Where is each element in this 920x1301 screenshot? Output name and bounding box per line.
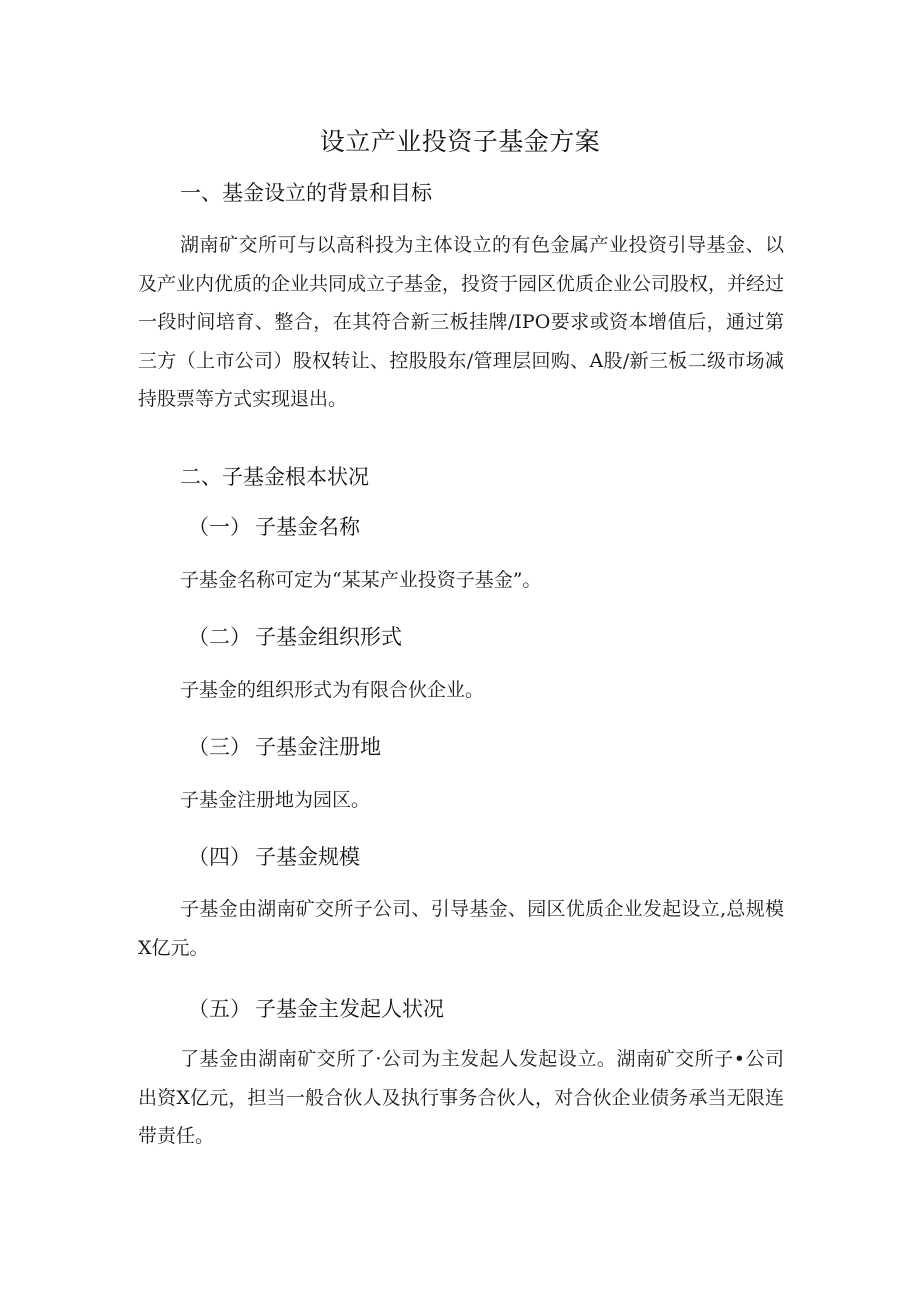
section-1-heading: 一、基金设立的背景和目标 xyxy=(180,181,432,205)
subsection-5-text: 了基金由湖南矿交所了·公司为主发起人发起设立。湖南矿交所子•公司出资X亿元，担当一般合伙人及执行事务合伙人，对合伙企业债务承当无限连带责任。 xyxy=(138,1048,784,1147)
subsection-5-heading xyxy=(188,992,444,1026)
subsection-2-title: 子基金组织形式 xyxy=(255,625,402,649)
subsection-2-heading xyxy=(188,620,402,654)
subsection-1-text: 子基金名称可定为“某某产业投资子基金”。 xyxy=(180,569,542,591)
subsection-4-heading xyxy=(188,840,360,874)
subsection-1-number: （一） xyxy=(188,515,251,539)
subsection-3-text: 子基金注册地为园区。 xyxy=(180,789,371,811)
section-2-heading: 二、子基金根本状况 xyxy=(180,465,369,489)
subsection-3-title: 子基金注册地 xyxy=(255,735,381,759)
subsection-5-title: 子基金主发起人状况 xyxy=(255,997,444,1021)
subsection-5-number: （五） xyxy=(188,997,251,1021)
subsection-1-title: 子基金名称 xyxy=(255,515,360,539)
subsection-1-heading xyxy=(188,510,360,544)
subsection-2-text: 子基金的组织形式为有限合伙企业。 xyxy=(180,679,485,701)
subsection-2-number: （二） xyxy=(188,625,251,649)
subsection-4-text: 子基金由湖南矿交所子公司、引导基金、园区优质企业发起设立,总规模X亿元。 xyxy=(138,898,784,959)
section-1-paragraph: 湖南矿交所可与以高科投为主体设立的有色金属产业投资引导基金、以及产业内优质的企业共同成立子基金，投资于园区优质企业公司股权，并经过一段时间培育、整合，在其符合新三板挂牌/IPO要求或资本增值后，通过第三方（上市公司）股权转让、控股股东/管理层回购、A股/新三板二级市场减持股票等方式实现退出。 xyxy=(138,234,785,410)
document-title: 设立产业投资子基金方案 xyxy=(319,127,601,156)
subsection-3-number: （三） xyxy=(188,735,251,759)
subsection-4-number: （四） xyxy=(188,845,251,869)
subsection-3-heading xyxy=(188,730,381,764)
subsection-4-title: 子基金规模 xyxy=(255,845,360,869)
